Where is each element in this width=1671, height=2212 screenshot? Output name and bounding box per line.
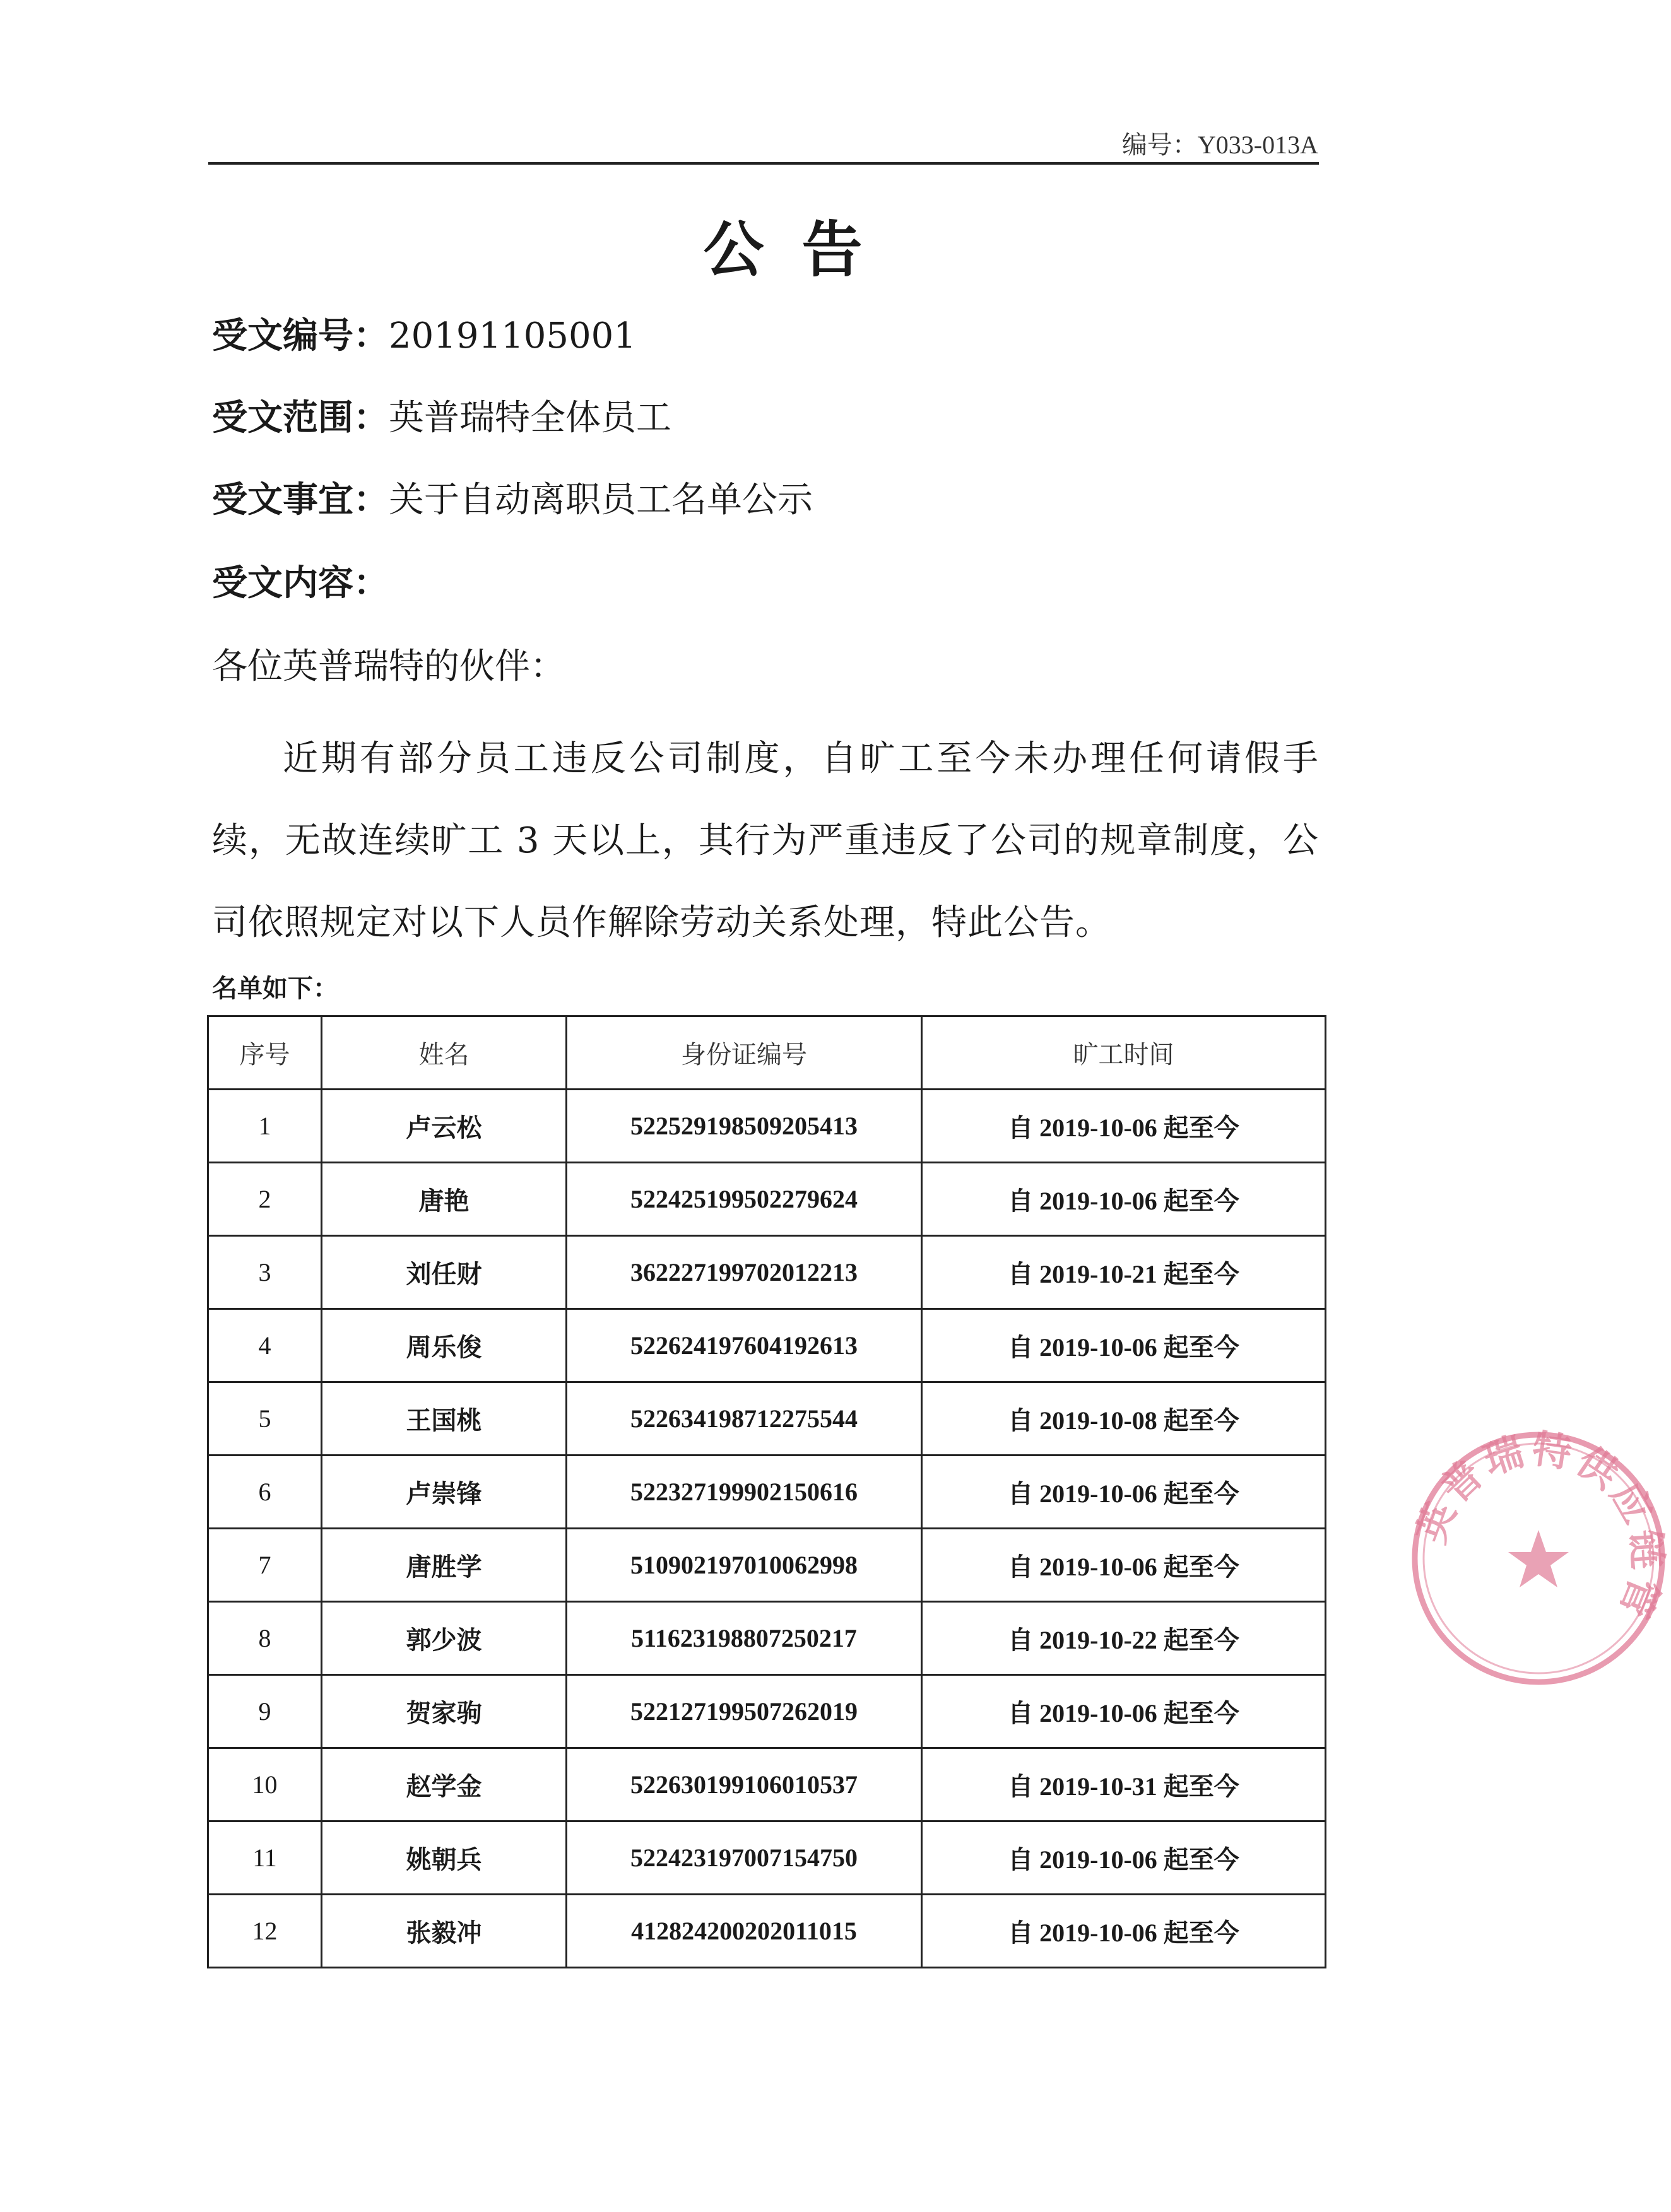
cell-id-number: 522425199502279624 xyxy=(567,1163,922,1236)
cell-absence-period: 自 2019-10-06 起至今 xyxy=(922,1529,1326,1602)
cell-seq: 12 xyxy=(208,1895,322,1968)
cell-absence-period: 自 2019-10-06 起至今 xyxy=(922,1163,1326,1236)
table-row xyxy=(208,1602,1326,1675)
cell-absence-period: 自 2019-10-06 起至今 xyxy=(922,1895,1326,1968)
cell-name: 姚朝兵 xyxy=(322,1821,567,1895)
cell-seq: 8 xyxy=(208,1602,322,1675)
cell-seq: 9 xyxy=(208,1675,322,1748)
cell-absence-period: 自 2019-10-06 起至今 xyxy=(922,1456,1326,1529)
field-content-label: 受文内容： xyxy=(212,563,389,604)
cell-seq: 2 xyxy=(208,1163,322,1236)
table-row xyxy=(208,1675,1326,1748)
cell-name: 刘任财 xyxy=(322,1236,567,1309)
cell-seq: 1 xyxy=(208,1090,322,1163)
greeting: 各位英普瑞特的伙伴： xyxy=(212,646,565,687)
cell-seq: 7 xyxy=(208,1529,322,1602)
cell-absence-period: 自 2019-10-06 起至今 xyxy=(922,1090,1326,1163)
cell-name: 唐艳 xyxy=(322,1163,567,1236)
table-row xyxy=(208,1163,1326,1236)
field-matter-label: 受文事宜： xyxy=(212,479,389,521)
cell-name: 张毅冲 xyxy=(322,1895,567,1968)
cell-id-number: 522630199106010537 xyxy=(567,1748,922,1821)
page-title: 公告 xyxy=(703,215,900,285)
cell-absence-period: 自 2019-10-06 起至今 xyxy=(922,1675,1326,1748)
field-doc-no-value: 20191105001 xyxy=(389,315,636,356)
cell-id-number: 412824200202011015 xyxy=(567,1895,922,1968)
cell-seq: 10 xyxy=(208,1748,322,1821)
table-header-row xyxy=(208,1016,1326,1090)
cell-absence-period: 自 2019-10-22 起至今 xyxy=(922,1602,1326,1675)
field-scope-value: 英普瑞特全体员工 xyxy=(389,397,671,438)
list-heading: 名单如下： xyxy=(212,974,338,1003)
cell-name: 郭少波 xyxy=(322,1602,567,1675)
cell-seq: 5 xyxy=(208,1382,322,1456)
field-doc-no-label: 受文编号： xyxy=(212,315,389,356)
cell-absence-period: 自 2019-10-31 起至今 xyxy=(922,1748,1326,1821)
roster-table xyxy=(207,1015,1326,1968)
cell-id-number: 522423197007154750 xyxy=(567,1821,922,1895)
col-header-seq: 序号 xyxy=(208,1016,322,1090)
cell-name: 卢崇锋 xyxy=(322,1456,567,1529)
cell-seq: 6 xyxy=(208,1456,322,1529)
cell-absence-period: 自 2019-10-06 起至今 xyxy=(922,1821,1326,1895)
cell-name: 唐胜学 xyxy=(322,1529,567,1602)
table-row xyxy=(208,1382,1326,1456)
cell-id-number: 510902197010062998 xyxy=(567,1529,922,1602)
field-scope-label: 受文范围： xyxy=(212,397,389,438)
field-doc-no xyxy=(212,308,636,358)
cell-absence-period: 自 2019-10-06 起至今 xyxy=(922,1309,1326,1382)
field-content xyxy=(212,555,389,606)
col-header-absence: 旷工时间 xyxy=(922,1016,1326,1090)
cell-name: 赵学金 xyxy=(322,1748,567,1821)
cell-name: 周乐俊 xyxy=(322,1309,567,1382)
table-row xyxy=(208,1895,1326,1968)
cell-id-number: 511623198807250217 xyxy=(567,1602,922,1675)
field-matter xyxy=(212,472,813,522)
svg-text:英普瑞特供应链管: 英普瑞特供应链管 xyxy=(1408,1426,1671,1628)
cell-absence-period: 自 2019-10-21 起至今 xyxy=(922,1236,1326,1309)
field-scope xyxy=(212,390,671,440)
company-seal-stamp xyxy=(1406,1426,1671,1691)
roster-body xyxy=(208,1090,1326,1968)
table-row xyxy=(208,1236,1326,1309)
field-matter-value: 关于自动离职员工名单公示 xyxy=(389,479,813,521)
table-row xyxy=(208,1456,1326,1529)
body-paragraph: 近期有部分员工违反公司制度，自旷工至今未办理任何请假手续，无故连续旷工 3 天以上，其行为严重违反了公司的规章制度，公司依照规定对以下人员作解除劳动关系处理，特此公告。 xyxy=(212,738,1319,943)
table-row xyxy=(208,1090,1326,1163)
cell-seq: 3 xyxy=(208,1236,322,1309)
cell-seq: 4 xyxy=(208,1309,322,1382)
table-row xyxy=(208,1529,1326,1602)
cell-absence-period: 自 2019-10-08 起至今 xyxy=(922,1382,1326,1456)
cell-name: 贺家驹 xyxy=(322,1675,567,1748)
cell-name: 王国桃 xyxy=(322,1382,567,1456)
col-header-name: 姓名 xyxy=(322,1016,567,1090)
table-row xyxy=(208,1309,1326,1382)
cell-id-number: 522327199902150616 xyxy=(567,1456,922,1529)
table-row xyxy=(208,1821,1326,1895)
cell-id-number: 522127199507262019 xyxy=(567,1675,922,1748)
cell-name: 卢云松 xyxy=(322,1090,567,1163)
cell-id-number: 522624197604192613 xyxy=(567,1309,922,1382)
cell-seq: 11 xyxy=(208,1821,322,1895)
cell-id-number: 522529198509205413 xyxy=(567,1090,922,1163)
doc-number: 编号：Y033-013A xyxy=(1121,131,1318,159)
header-rule xyxy=(208,162,1319,165)
table-row xyxy=(208,1748,1326,1821)
cell-id-number: 362227199702012213 xyxy=(567,1236,922,1309)
cell-id-number: 522634198712275544 xyxy=(567,1382,922,1456)
col-header-id: 身份证编号 xyxy=(567,1016,922,1090)
